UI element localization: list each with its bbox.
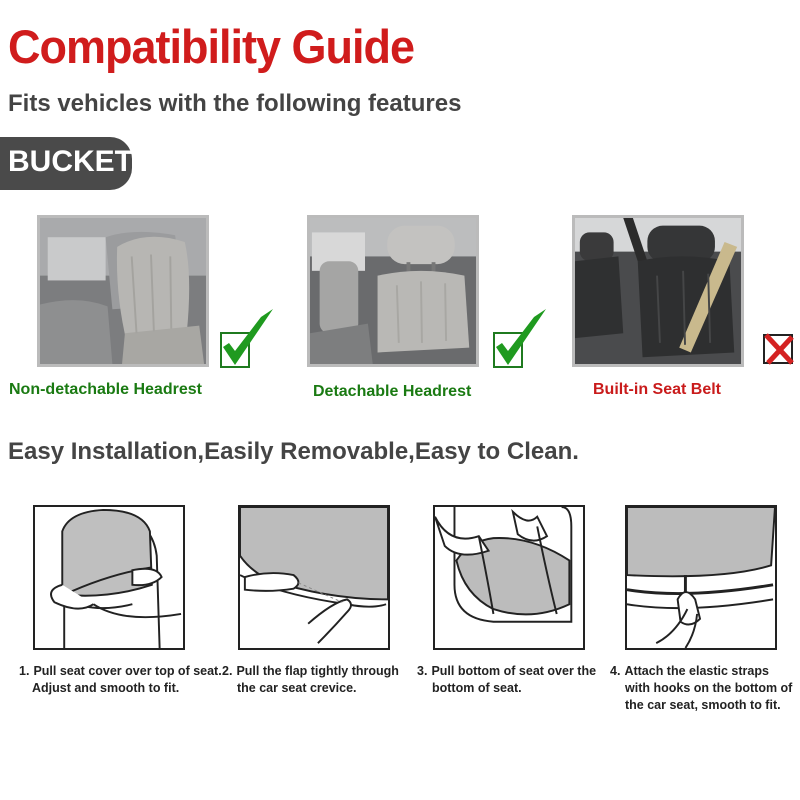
installation-heading: Easy Installation,Easily Removable,Easy to Clean. [8, 438, 579, 465]
cross-icon [762, 331, 796, 367]
page-subtitle: Fits vehicles with the following features [8, 90, 462, 117]
checkmark-icon [215, 305, 277, 370]
checkmark-icon [488, 305, 550, 370]
step-4-line-1: Attach the elastic straps [624, 664, 769, 678]
step-1-line-1: Pull seat cover over top of seat. [33, 664, 222, 678]
step-3-number: 3. [417, 664, 428, 678]
step-2-illustration [238, 505, 390, 650]
step-3-line-2: bottom of seat. [432, 681, 522, 695]
feature-label-built-in-seat-belt: Built-in Seat Belt [593, 381, 722, 398]
step-4-text [610, 663, 792, 714]
step-4-line-2: with hooks on the bottom of [625, 681, 793, 695]
seat-type-badge: BUCKET [0, 137, 132, 190]
step-1-line-2: Adjust and smooth to fit. [32, 681, 180, 695]
built-in-seat-belt-photo [572, 215, 744, 367]
step-3-text [417, 663, 596, 697]
step-2-line-1: Pull the flap tightly through [236, 664, 399, 678]
page-title: Compatibility Guide [8, 20, 415, 74]
step-3-line-1: Pull bottom of seat over the [431, 664, 597, 678]
step-2-number: 2. [222, 664, 233, 678]
step-1-number: 1. [19, 664, 30, 678]
step-1-illustration [33, 505, 185, 650]
step-3-illustration [433, 505, 585, 650]
feature-label-non-detachable-headrest: Non-detachable Headrest [9, 381, 202, 398]
step-4-illustration [625, 505, 777, 650]
step-1-text [19, 663, 222, 697]
feature-label-detachable-headrest: Detachable Headrest [313, 383, 472, 400]
step-4-line-3: the car seat, smooth to fit. [625, 698, 781, 712]
step-2-line-2: the car seat crevice. [237, 681, 357, 695]
step-4-number: 4. [610, 664, 621, 678]
step-2-text [222, 663, 399, 697]
detachable-headrest-photo [307, 215, 479, 367]
non-detachable-headrest-photo [37, 215, 209, 367]
